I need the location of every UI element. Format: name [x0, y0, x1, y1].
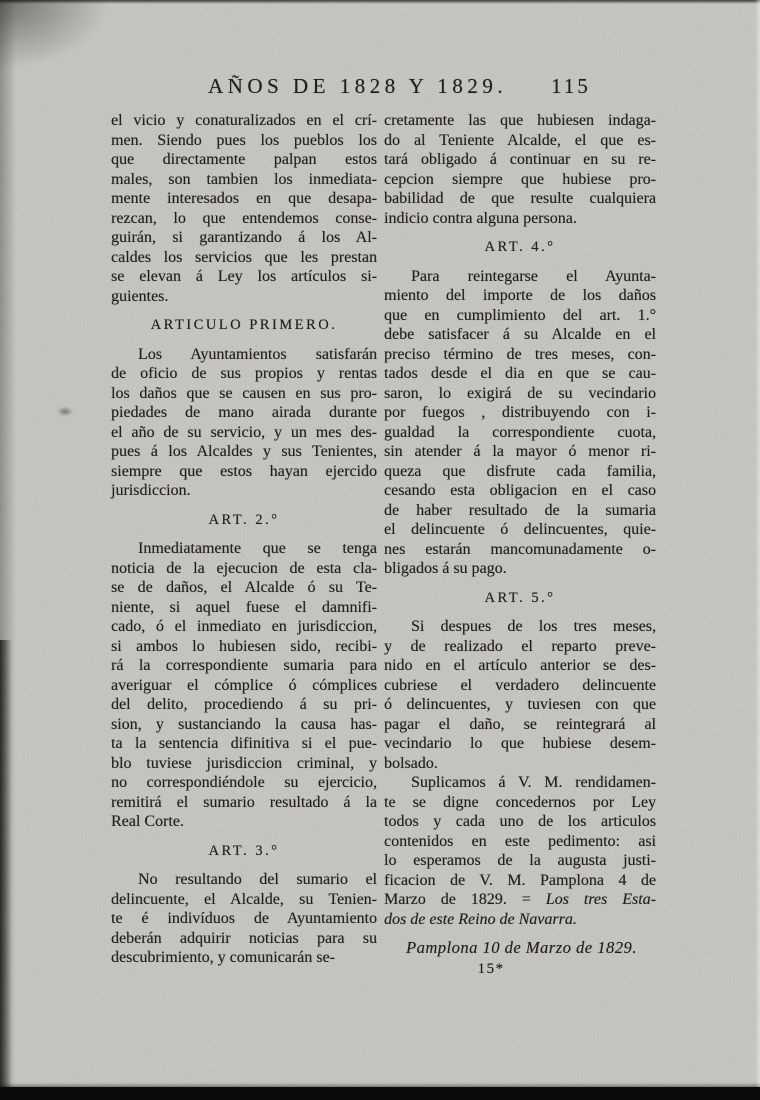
text-line: males, son tambien los inmediata-	[111, 170, 377, 188]
text-line: guirán, si garantizando á los Al-	[111, 229, 377, 246]
text-line: el año de su servicio, y un mes des-	[111, 423, 377, 441]
ink-smudge	[57, 407, 73, 416]
text-line: y de realizado el reparto preve-	[384, 637, 656, 655]
text-line: que directamente palpan estos	[111, 151, 377, 168]
text-line: siempre que estos hayan ejercido	[111, 462, 377, 480]
text-line: cepcion siempre que hubiese pro-	[384, 170, 656, 188]
text-line: pagar el daño, se reintegrará al	[384, 715, 656, 733]
text-line: tará obligado á continuar en su re-	[384, 151, 656, 168]
text-line: debe satisfacer á su Alcalde en el	[384, 326, 656, 343]
text-line: ó delincuentes, y tuviesen con que	[384, 696, 656, 713]
text-line: nes estarán mancomunadamente o-	[384, 540, 656, 558]
right-column	[384, 111, 656, 979]
text-line: bligados á su pago.	[384, 560, 507, 577]
scan-band-bottom	[0, 1087, 760, 1100]
text-line: ta la sentencia difinitiva si el pue-	[111, 735, 377, 752]
scan-edge-left-bottom	[0, 640, 12, 1100]
page-header-title: AÑOS DE 1828 Y 1829.	[208, 74, 508, 98]
text-line: deberán adquirir noticias para su	[111, 929, 377, 947]
text-line: todos y cada uno de los articulos	[384, 813, 656, 830]
paragraph	[384, 617, 656, 773]
text-line: si ambos lo hubiesen sido, recibi-	[111, 637, 377, 655]
text-line: indicio contra alguna persona.	[384, 209, 577, 227]
text-line: del delito, procediendo á su pri-	[111, 696, 377, 713]
text-line: los daños que se causen en sus pro-	[111, 384, 377, 402]
text-line: saron, lo exigirá de su vecindario	[384, 384, 656, 402]
paragraph	[384, 773, 656, 929]
text-line: no correspondiéndole su ejercicio,	[111, 774, 377, 791]
text-line: rezcan, lo que entendemos conse-	[111, 209, 377, 227]
text-line: caldes los servicios que les prestan	[111, 248, 377, 266]
article-heading: ART. 3.°	[208, 842, 280, 859]
text-line: blo tuviese jurisdiccion criminal, y	[111, 754, 377, 772]
dateline: Pamplona 10 de Marzo de 1829.	[406, 938, 637, 957]
text-line: nido en el artículo anterior se des-	[384, 657, 656, 674]
article-heading: ART. 4.°	[484, 239, 556, 255]
text-line: remitirá el sumario resultado á la	[111, 793, 377, 811]
text-line: do al Teniente Alcalde, el que es-	[384, 131, 656, 149]
text-line: se elevan á Ley los artículos si-	[111, 268, 377, 285]
text-line: jurisdiccion.	[111, 482, 191, 499]
text-line	[384, 910, 656, 930]
text-line	[384, 890, 656, 910]
text-line: rá la correspondiente sumaria para	[111, 657, 377, 674]
text-line: el vicio y conaturalizados en el crí-	[111, 112, 377, 129]
paragraph	[384, 111, 656, 228]
text-line: de haber resultado de la sumaria	[384, 501, 656, 519]
text-line: guientes.	[111, 287, 169, 305]
text-line: tados desde el dia en que se cau-	[384, 365, 656, 382]
left-column	[111, 111, 377, 968]
text-line: contenidos en este pedimento: asi	[384, 832, 656, 850]
text-line: cado, ó el inmediato en jurisdiccion,	[111, 618, 377, 635]
text-line: piedades de mano airada durante	[111, 404, 377, 421]
text-line: que en cumplimiento del art. 1.°	[384, 306, 656, 324]
paragraph	[111, 539, 377, 832]
paragraph	[111, 345, 377, 501]
text-line: Los Ayuntamientos satisfarán	[138, 345, 377, 363]
article-heading: ART. 5.°	[484, 589, 556, 606]
text-line: sin atender á la mayor ó menor ri-	[384, 443, 656, 460]
text-line: descubrimiento, y comunicarán se-	[111, 949, 335, 966]
text-line: cesando esta obligacion en el caso	[384, 482, 656, 499]
text-line: Para reintegarse el Ayunta-	[411, 267, 656, 285]
text-line: niente, si aquel fuese el damnifi-	[111, 598, 377, 616]
text-line: lo esperamos de la augusta justi-	[384, 852, 656, 869]
paragraph	[111, 870, 377, 968]
italic-text: Los tres Esta-	[545, 891, 656, 908]
text-line: te é indivíduos de Ayuntamiento	[111, 910, 377, 927]
text-line: pues á los Alcaldes y sus Tenientes,	[111, 443, 377, 460]
text-line: mente interesados en que desapa-	[111, 190, 377, 207]
paragraph	[111, 111, 377, 306]
italic-text: dos de este Reino de Navarra.	[384, 910, 577, 928]
text-line: cretamente las que hubiesen indaga-	[384, 112, 656, 129]
text-line: Real Corte.	[111, 813, 184, 830]
text-line: delincuente, el Alcalde, su Tenien-	[111, 890, 377, 908]
article-heading: ART. 2.°	[208, 511, 280, 528]
text-line: vecindario lo que hubiese desem-	[384, 735, 656, 752]
text-line: de oficio de sus propios y rentas	[111, 365, 377, 382]
scan-edge-right	[755, 0, 760, 1100]
text-line: noticia de la ejecucion de esta cla-	[111, 559, 377, 577]
signature-mark: 15*	[477, 960, 505, 977]
scan-corner-shadow	[0, 0, 110, 70]
page-number: 115	[551, 74, 591, 98]
text-line: miento del importe de los daños	[384, 287, 656, 304]
text-line: cubriese el verdadero delincuente	[384, 676, 656, 694]
text-line: preciso término de tres meses, con-	[384, 345, 656, 363]
text-line: No resultando del sumario el	[138, 871, 377, 888]
text-line: Suplicamos á V. M. rendidamen-	[411, 774, 656, 791]
text-segment: Marzo de 1829. =	[384, 891, 546, 908]
text-line: babilidad de que resulte cualquiera	[384, 190, 656, 207]
paragraph	[384, 267, 656, 579]
text-line: Inmediatamente que se tenga	[138, 540, 377, 557]
scan-edge-top	[0, 0, 760, 4]
text-line: gualdad la correspondiente cuota,	[384, 423, 656, 441]
text-line: bolsado.	[384, 754, 438, 772]
text-line: averiguar el cómplice ó cómplices	[111, 676, 377, 694]
text-line: se de daños, el Alcalde ó su Te-	[111, 579, 377, 596]
text-line: Si despues de los tres meses,	[411, 618, 656, 635]
text-line: ficacion de V. M. Pamplona 4 de	[384, 871, 656, 889]
article-heading: ARTICULO PRIMERO.	[150, 317, 338, 333]
text-line: el delincuente ó delincuentes, quie-	[384, 521, 656, 538]
text-line: queza que disfrute cada familia,	[384, 462, 656, 480]
text-line: te se digne concedernos por Ley	[384, 793, 656, 811]
text-line: por fuegos , distribuyendo con i-	[384, 404, 656, 421]
text-line: men. Siendo pues los pueblos los	[111, 131, 377, 149]
text-line: sion, y sustanciando la causa has-	[111, 715, 377, 733]
